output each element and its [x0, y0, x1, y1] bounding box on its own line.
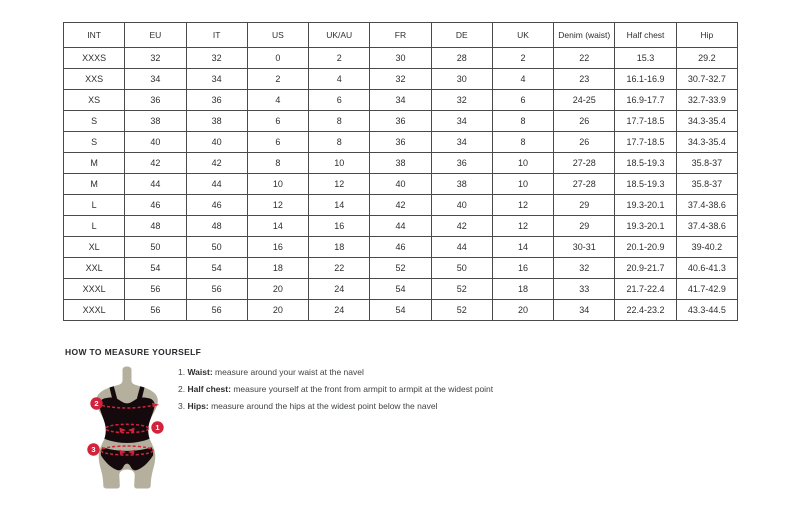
table-cell: 16	[492, 258, 553, 279]
table-cell: 32	[186, 48, 247, 69]
size-chart-head	[64, 23, 738, 48]
table-cell: 32	[370, 69, 431, 90]
size-chart-table	[63, 22, 738, 321]
table-cell: XXS	[64, 69, 125, 90]
table-row	[64, 69, 738, 90]
table-cell: 42	[431, 216, 492, 237]
table-cell: L	[64, 216, 125, 237]
table-row	[64, 153, 738, 174]
table-cell: 29	[554, 216, 615, 237]
table-cell: 46	[186, 195, 247, 216]
table-cell: XS	[64, 90, 125, 111]
table-cell: 46	[370, 237, 431, 258]
table-cell: XXL	[64, 258, 125, 279]
table-cell: 34	[186, 69, 247, 90]
table-cell: 22	[554, 48, 615, 69]
chest-badge-number: 2	[94, 399, 99, 409]
column-header: US	[247, 23, 308, 48]
table-cell: 50	[431, 258, 492, 279]
table-row	[64, 174, 738, 195]
table-cell: 36	[431, 153, 492, 174]
table-cell: 22	[309, 258, 370, 279]
table-row	[64, 48, 738, 69]
table-cell: 44	[370, 216, 431, 237]
table-cell: 30.7-32.7	[676, 69, 737, 90]
table-cell: 26	[554, 111, 615, 132]
table-cell: 41.7-42.9	[676, 279, 737, 300]
table-cell: 20	[247, 279, 308, 300]
table-cell: 19.3-20.1	[615, 195, 676, 216]
step-text: measure yourself at the front from armpit to armpit at the widest point	[233, 384, 494, 394]
table-cell: 46	[125, 195, 186, 216]
column-header: DE	[431, 23, 492, 48]
table-cell: 36	[370, 132, 431, 153]
table-cell: 35.8-37	[676, 153, 737, 174]
step-term: Half chest:	[187, 384, 231, 394]
table-cell: 18.5-19.3	[615, 174, 676, 195]
table-cell: 16.9-17.7	[615, 90, 676, 111]
table-cell: 52	[370, 258, 431, 279]
table-cell: 40	[186, 132, 247, 153]
table-cell: 37.4-38.6	[676, 195, 737, 216]
table-cell: 40.6-41.3	[676, 258, 737, 279]
size-chart-header-row	[64, 23, 738, 48]
table-cell: 17.7-18.5	[615, 111, 676, 132]
table-cell: 12	[492, 216, 553, 237]
table-cell: XXXS	[64, 48, 125, 69]
table-cell: 34	[431, 132, 492, 153]
table-cell: 18	[309, 237, 370, 258]
waist-badge-number: 1	[155, 423, 160, 433]
step-term: Waist:	[187, 367, 213, 377]
table-cell: 29.2	[676, 48, 737, 69]
table-cell: 24-25	[554, 90, 615, 111]
table-cell: 20	[247, 300, 308, 321]
hip-badge-number: 3	[91, 445, 96, 455]
table-cell: 20.1-20.9	[615, 237, 676, 258]
table-cell: 39-40.2	[676, 237, 737, 258]
table-cell: 34.3-35.4	[676, 132, 737, 153]
table-cell: 29	[554, 195, 615, 216]
table-cell: 36	[125, 90, 186, 111]
column-header: UK	[492, 23, 553, 48]
size-chart-body	[64, 48, 738, 321]
step-number: 2.	[178, 384, 186, 394]
table-row	[64, 258, 738, 279]
table-cell: 27-28	[554, 153, 615, 174]
table-cell: 43.3-44.5	[676, 300, 737, 321]
table-cell: 40	[125, 132, 186, 153]
camisole-top	[99, 397, 154, 443]
table-cell: 21.7-22.4	[615, 279, 676, 300]
table-cell: 40	[370, 174, 431, 195]
table-cell: 4	[247, 90, 308, 111]
table-cell: 36	[370, 111, 431, 132]
table-cell: 32	[554, 258, 615, 279]
table-cell: 32	[125, 48, 186, 69]
table-cell: 50	[125, 237, 186, 258]
table-cell: 19.3-20.1	[615, 216, 676, 237]
table-cell: 34	[125, 69, 186, 90]
table-cell: 24	[309, 300, 370, 321]
column-header: Denim (waist)	[554, 23, 615, 48]
table-row	[64, 90, 738, 111]
table-cell: 30-31	[554, 237, 615, 258]
table-cell: 20.9-21.7	[615, 258, 676, 279]
table-cell: 28	[431, 48, 492, 69]
table-row	[64, 132, 738, 153]
table-cell: 12	[492, 195, 553, 216]
table-cell: 8	[492, 111, 553, 132]
table-cell: 44	[125, 174, 186, 195]
step-text: measure around the hips at the widest point below the navel	[211, 401, 438, 411]
table-cell: 30	[431, 69, 492, 90]
table-cell: 6	[247, 132, 308, 153]
table-cell: 52	[431, 300, 492, 321]
column-header: EU	[125, 23, 186, 48]
table-cell: 10	[309, 153, 370, 174]
table-cell: 8	[247, 153, 308, 174]
table-cell: 10	[492, 153, 553, 174]
table-cell: 18	[247, 258, 308, 279]
table-cell: M	[64, 153, 125, 174]
column-header: FR	[370, 23, 431, 48]
table-cell: 42	[125, 153, 186, 174]
table-cell: 14	[309, 195, 370, 216]
table-cell: 38	[125, 111, 186, 132]
table-cell: 54	[370, 279, 431, 300]
table-cell: 10	[247, 174, 308, 195]
table-cell: 4	[309, 69, 370, 90]
measure-section-title: HOW TO MEASURE YOURSELF	[65, 347, 202, 357]
table-cell: 54	[125, 258, 186, 279]
table-cell: 2	[247, 69, 308, 90]
table-cell: 24	[309, 279, 370, 300]
table-cell: 16.1-16.9	[615, 69, 676, 90]
table-cell: 18.5-19.3	[615, 153, 676, 174]
table-cell: 38	[431, 174, 492, 195]
column-header: UK/AU	[309, 23, 370, 48]
table-cell: 32	[431, 90, 492, 111]
step-text: measure around your waist at the navel	[215, 367, 364, 377]
table-cell: 14	[492, 237, 553, 258]
table-cell: 56	[125, 279, 186, 300]
measure-step-hips	[178, 402, 493, 412]
table-cell: 38	[370, 153, 431, 174]
hip-badge	[87, 443, 99, 455]
table-cell: 54	[370, 300, 431, 321]
table-cell: 34	[554, 300, 615, 321]
table-cell: 14	[247, 216, 308, 237]
table-cell: 6	[309, 90, 370, 111]
table-cell: 4	[492, 69, 553, 90]
table-cell: 30	[370, 48, 431, 69]
table-cell: 22.4-23.2	[615, 300, 676, 321]
table-cell: 35.8-37	[676, 174, 737, 195]
measure-step-waist	[178, 368, 493, 378]
column-header: Half chest	[615, 23, 676, 48]
step-number: 1.	[178, 367, 186, 377]
step-term: Hips:	[187, 401, 209, 411]
table-cell: 50	[186, 237, 247, 258]
table-cell: XL	[64, 237, 125, 258]
table-cell: 37.4-38.6	[676, 216, 737, 237]
table-cell: 44	[431, 237, 492, 258]
table-cell: 48	[125, 216, 186, 237]
table-row	[64, 195, 738, 216]
table-cell: 10	[492, 174, 553, 195]
table-cell: XXXL	[64, 300, 125, 321]
measurement-mannequin-figure	[77, 366, 177, 496]
table-cell: 56	[186, 279, 247, 300]
waist-badge	[151, 421, 163, 433]
table-cell: 17.7-18.5	[615, 132, 676, 153]
table-cell: 33	[554, 279, 615, 300]
step-number: 3.	[178, 401, 186, 411]
table-row	[64, 237, 738, 258]
column-header: Hip	[676, 23, 737, 48]
table-cell: 8	[309, 111, 370, 132]
table-cell: 52	[431, 279, 492, 300]
table-cell: 27-28	[554, 174, 615, 195]
table-cell: 12	[247, 195, 308, 216]
table-cell: 36	[186, 90, 247, 111]
table-cell: 6	[247, 111, 308, 132]
measure-instructions-list	[178, 368, 493, 419]
table-cell: M	[64, 174, 125, 195]
table-cell: 8	[309, 132, 370, 153]
table-cell: XXXL	[64, 279, 125, 300]
chest-badge	[90, 397, 102, 409]
table-cell: 42	[370, 195, 431, 216]
table-cell: 0	[247, 48, 308, 69]
table-cell: 15.3	[615, 48, 676, 69]
table-cell: 16	[247, 237, 308, 258]
table-cell: 2	[492, 48, 553, 69]
table-row	[64, 300, 738, 321]
column-header: INT	[64, 23, 125, 48]
table-cell: 32.7-33.9	[676, 90, 737, 111]
table-cell: 20	[492, 300, 553, 321]
measure-step-half-chest	[178, 385, 493, 395]
table-cell: 34.3-35.4	[676, 111, 737, 132]
table-cell: 8	[492, 132, 553, 153]
table-cell: 40	[431, 195, 492, 216]
table-cell: 42	[186, 153, 247, 174]
table-cell: 2	[309, 48, 370, 69]
table-cell: 23	[554, 69, 615, 90]
table-cell: 48	[186, 216, 247, 237]
table-cell: 56	[186, 300, 247, 321]
table-cell: 54	[186, 258, 247, 279]
table-cell: 26	[554, 132, 615, 153]
table-cell: S	[64, 111, 125, 132]
table-row	[64, 111, 738, 132]
table-cell: S	[64, 132, 125, 153]
column-header: IT	[186, 23, 247, 48]
table-cell: 34	[370, 90, 431, 111]
table-row	[64, 279, 738, 300]
table-cell: 34	[431, 111, 492, 132]
table-cell: 56	[125, 300, 186, 321]
table-cell: L	[64, 195, 125, 216]
table-cell: 12	[309, 174, 370, 195]
table-cell: 6	[492, 90, 553, 111]
table-row	[64, 216, 738, 237]
table-cell: 18	[492, 279, 553, 300]
table-cell: 44	[186, 174, 247, 195]
table-cell: 38	[186, 111, 247, 132]
table-cell: 16	[309, 216, 370, 237]
